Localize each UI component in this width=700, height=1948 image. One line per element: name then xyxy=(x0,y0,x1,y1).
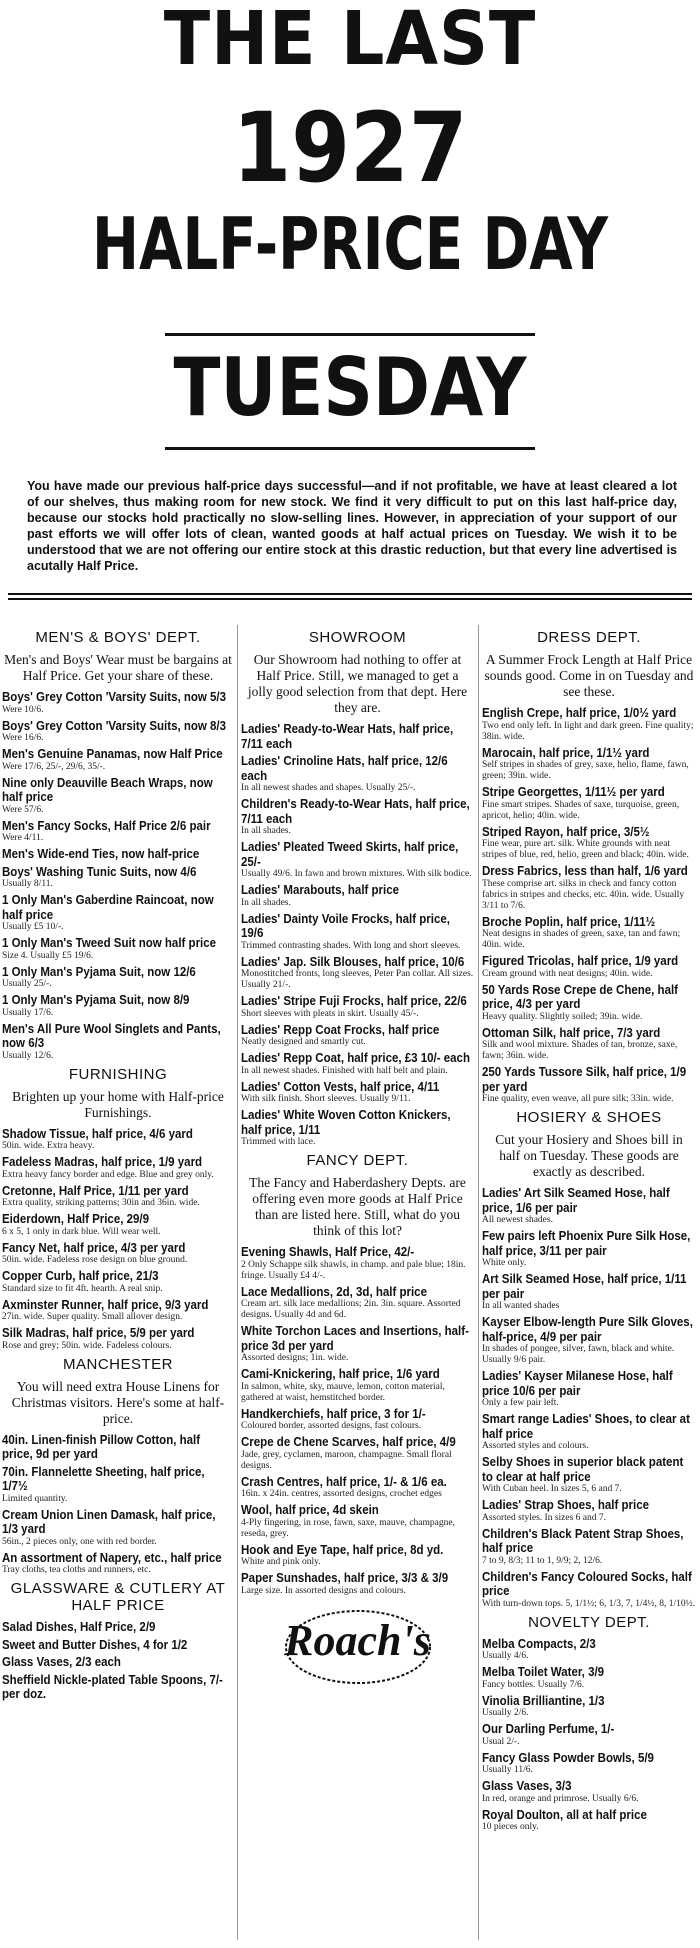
item-detail: Jade, grey, cyclamen, maroon, champagne. Small floral designs. xyxy=(241,1449,452,1471)
list-item xyxy=(482,983,696,1023)
list-item xyxy=(2,747,234,773)
item-title: Ladies' Stripe Fuji Frocks, half price, 22/6 xyxy=(241,994,467,1008)
divider xyxy=(165,333,535,336)
list-item xyxy=(241,797,474,837)
item-title: 1 Only Man's Pyjama Suit, now 12/6 xyxy=(2,964,196,979)
list-item xyxy=(241,1285,474,1322)
list-item xyxy=(241,1108,474,1148)
item-title: 1 Only Man's Tweed Suit now half price xyxy=(2,936,217,950)
list-item xyxy=(482,1751,696,1777)
item-title: Ladies' Marabouts, half price xyxy=(241,883,400,897)
item-detail: These comprise art. silks in check and fancy cotton fabrics in stripes and checks, etc. 40in. wide. Usually 3/11 to 7/6. xyxy=(482,878,685,911)
item-title: Glass Vases, 2/3 each xyxy=(2,1655,121,1669)
list-item xyxy=(241,883,474,909)
section-intro: Our Showroom had nothing to offer at Half Price. Still, we managed to get a jolly good selection from that dept. Here they are. xyxy=(247,652,468,715)
item-detail: Fancy bottles. Usually 7/6. xyxy=(482,1679,585,1690)
list-item xyxy=(2,1269,234,1295)
item-title: Men's All Pure Wool Singlets and Pants, now 6/3 xyxy=(2,1021,221,1050)
item-title: Marocain, half price, 1/1½ yard xyxy=(482,745,650,760)
item-detail: Assorted styles. In sizes 6 and 7. xyxy=(482,1512,607,1523)
list-item xyxy=(482,1779,696,1805)
item-detail: Self stripes in shades of grey, saxe, helio, flame, fawn, green; 39in. wide. xyxy=(482,760,689,781)
list-item xyxy=(2,1508,234,1548)
list-item xyxy=(241,1367,474,1404)
list-item xyxy=(2,1326,234,1352)
list-item xyxy=(2,893,234,933)
item-title: Glass Vases, 3/3 xyxy=(482,1779,572,1793)
item-detail: 2 Only Schappe silk shawls, in champ. and pale blue; 18in. fringe. Usually £4 4/-. xyxy=(241,1259,466,1281)
item-detail: In all shades. xyxy=(241,826,291,836)
list-item xyxy=(2,690,234,716)
item-title: Smart range Ladies' Shoes, to clear at half price xyxy=(482,1412,690,1441)
item-title: Boys' Grey Cotton 'Varsity Suits, now 5/3 xyxy=(2,690,227,704)
item-detail: Limited quantity. xyxy=(2,1493,68,1504)
item-title: Evening Shawls, Half Price, 42/- xyxy=(241,1245,415,1259)
item-title: Ladies' Ready-to-Wear Hats, half price, 7/11 each xyxy=(241,722,454,751)
list-item xyxy=(482,1412,696,1452)
item-detail: Trimmed contrasting shades. With long and short sleeves. xyxy=(241,940,461,951)
divider xyxy=(165,447,535,450)
item-detail: 50in. wide. Fadeless rose design on blue ground. xyxy=(2,1255,188,1265)
item-detail: 6 x 5, 1 only in dark blue. Will wear well. xyxy=(2,1226,161,1237)
list-item xyxy=(2,865,234,891)
section-intro: Men's and Boys' Wear must be bargains at Half Price. Get your share of these. xyxy=(4,652,232,683)
item-title: Ladies' Repp Coat, half price, £3 10/- each xyxy=(241,1051,470,1065)
item-detail: Rose and grey; 50in. wide. Fadeless colours. xyxy=(2,1340,172,1351)
item-detail: Trimmed with lace. xyxy=(241,1137,316,1147)
item-detail: Neat designs in shades of green, saxe, tan and fawn; 40in. wide. xyxy=(482,929,681,950)
item-detail: In red, orange and primrose. Usually 6/6. xyxy=(482,1793,639,1804)
item-title: Kayser Elbow-length Pure Silk Gloves, half-price, 4/9 per pair xyxy=(482,1315,693,1344)
item-detail: White and pink only. xyxy=(241,1557,321,1567)
item-detail: Usually 2/6. xyxy=(482,1708,529,1718)
list-item xyxy=(2,1298,234,1324)
list-item xyxy=(482,706,696,743)
list-item xyxy=(2,847,234,862)
item-detail: Fine wear, pure art. silk. White grounds with neat stripes of blue, red, helio, green and black; 40in. wide. xyxy=(482,839,689,860)
item-title: Ladies' Crinoline Hats, half price, 12/6 each xyxy=(241,754,448,783)
section-intro: You will need extra House Linens for Christmas visitors. Here's some at half-price. xyxy=(11,1378,225,1426)
item-title: Vinolia Brilliantine, 1/3 xyxy=(482,1693,605,1708)
list-item xyxy=(2,1241,234,1267)
item-title: Salad Dishes, Half Price, 2/9 xyxy=(2,1620,156,1634)
item-title: 1 Only Man's Gaberdine Raincoat, now half price xyxy=(2,893,214,922)
item-detail: Coloured border, assorted designs, fast colours. xyxy=(241,1421,422,1431)
list-item xyxy=(482,1665,696,1691)
item-detail: Were 10/6. xyxy=(2,704,44,715)
list-item xyxy=(2,1551,234,1577)
column-left xyxy=(2,625,234,1705)
list-item xyxy=(241,955,474,992)
item-title: Eiderdown, Half Price, 29/9 xyxy=(2,1212,149,1226)
item-detail: Were 17/6, 25/-, 29/6, 35/-. xyxy=(2,761,106,772)
item-detail: Assorted styles and colours. xyxy=(482,1441,589,1451)
item-title: White Torchon Laces and Insertions, half-price 3d per yard xyxy=(241,1324,469,1353)
item-title: English Crepe, half price, 1/0½ yard xyxy=(482,706,677,720)
section-title: DRESS DEPT. xyxy=(537,629,641,646)
list-item xyxy=(2,936,234,962)
item-title: Fadeless Madras, half price, 1/9 yard xyxy=(2,1155,203,1169)
list-item xyxy=(241,754,474,794)
item-detail: Usually 49/6. In fawn and brown mixtures. With silk bodice. xyxy=(241,869,472,879)
section-intro: Cut your Hosiery and Shoes bill in half on Tuesday. These goods are exactly as described. xyxy=(495,1132,683,1179)
list-item xyxy=(2,1638,234,1653)
column-right xyxy=(482,625,696,1836)
item-title: Cami-Knickering, half price, 1/6 yard xyxy=(241,1367,440,1381)
item-title: Lace Medallions, 2d, 3d, half price xyxy=(241,1284,427,1299)
item-detail: 50in. wide. Extra heavy. xyxy=(2,1141,95,1151)
list-item xyxy=(241,840,474,880)
item-title: Paper Sunshades, half price, 3/3 & 3/9 xyxy=(241,1571,449,1585)
item-title: Stripe Georgettes, 1/11½ per yard xyxy=(482,785,665,799)
item-title: Fancy Glass Powder Bowls, 5/9 xyxy=(482,1750,654,1765)
list-item xyxy=(482,1315,696,1366)
item-detail: Usually 12/6. xyxy=(2,1050,54,1061)
list-item xyxy=(2,1022,234,1062)
list-item xyxy=(482,1637,696,1663)
list-item xyxy=(241,1245,474,1282)
list-item xyxy=(241,1051,474,1077)
list-item xyxy=(482,954,696,980)
item-detail: Short sleeves with pleats in skirt. Usually 45/-. xyxy=(241,1008,419,1019)
item-detail: All newest shades. xyxy=(482,1215,553,1225)
item-detail: Usually £5 10/-. xyxy=(2,922,64,932)
section-title: MANCHESTER xyxy=(62,1355,173,1373)
list-item xyxy=(482,1808,696,1834)
item-detail: In all newest shades. Finished with half belt and plain. xyxy=(241,1065,448,1076)
list-item xyxy=(241,1407,474,1433)
list-item xyxy=(2,1673,234,1702)
item-title: Children's Ready-to-Wear Hats, half price, 7/11 each xyxy=(241,797,470,826)
item-title: Boys' Grey Cotton 'Varsity Suits, now 8/3 xyxy=(2,718,227,733)
item-title: Silk Madras, half price, 5/9 per yard xyxy=(2,1326,195,1340)
item-detail: Neatly designed and smartly cut. xyxy=(241,1037,366,1047)
list-item xyxy=(482,1369,696,1409)
item-detail: Two end only left. In light and dark green. Fine quality; 38in. wide. xyxy=(482,720,694,742)
list-item xyxy=(482,825,696,862)
item-detail: In salmon, white, sky, mauve, lemon, cotton material, gathered at waist, hemstitched border. xyxy=(241,1381,445,1403)
item-detail: Cream ground with neat designs; 40in. wide. xyxy=(482,968,653,979)
item-detail: Usually 4/6. xyxy=(482,1651,529,1661)
item-detail: Usual 2/-. xyxy=(482,1736,520,1747)
list-item xyxy=(2,719,234,745)
item-detail: Size 4. Usually £5 19/6. xyxy=(2,950,94,961)
list-item xyxy=(482,1694,696,1720)
item-detail: White only. xyxy=(482,1258,527,1268)
section-title: GLASSWARE & CUTLERY AT HALF PRICE xyxy=(10,1580,226,1614)
list-item xyxy=(2,1655,234,1670)
item-title: Our Darling Perfume, 1/- xyxy=(482,1722,615,1736)
item-detail: 7 to 9, 8/3; 11 to 1, 9/9; 2, 12/6. xyxy=(482,1555,603,1566)
item-title: Axminster Runner, half price, 9/3 yard xyxy=(2,1297,209,1312)
item-detail: Usually 25/-. xyxy=(2,979,52,989)
list-item xyxy=(482,915,696,952)
item-title: Selby Shoes in superior black patent to clear at half price xyxy=(482,1455,684,1484)
item-title: Figured Tricolas, half price, 1/9 yard xyxy=(482,954,679,968)
item-title: Children's Fancy Coloured Socks, half price xyxy=(482,1569,692,1598)
item-title: An assortment of Napery, etc., half price xyxy=(2,1550,222,1565)
item-detail: 56in., 2 pieces only, one with red border. xyxy=(2,1536,157,1547)
column-divider xyxy=(237,625,238,1940)
item-title: Few pairs left Phoenix Pure Silk Hose, half price, 3/11 per pair xyxy=(482,1229,691,1258)
headline-year: 1927 xyxy=(232,92,468,204)
item-title: Sheffield Nickle-plated Table Spoons, 7/- per doz. xyxy=(2,1672,223,1701)
item-title: Ladies' White Woven Cotton Knickers, half price, 1/11 xyxy=(241,1108,451,1137)
section-title: NOVELTY DEPT. xyxy=(528,1613,650,1631)
list-item xyxy=(2,993,234,1019)
item-title: Ottoman Silk, half price, 7/3 yard xyxy=(482,1025,661,1040)
divider xyxy=(8,598,692,600)
item-title: Striped Rayon, half price, 3/5½ xyxy=(482,824,650,839)
item-detail: Were 16/6. xyxy=(2,733,44,743)
list-item xyxy=(2,1433,234,1462)
item-title: Ladies' Kayser Milanese Hose, half price 10/6 per pair xyxy=(482,1369,673,1398)
list-item xyxy=(482,1186,696,1226)
list-item xyxy=(482,1570,696,1610)
item-title: Copper Curb, half price, 21/3 xyxy=(2,1269,159,1283)
item-title: Hook and Eye Tape, half price, 8d yd. xyxy=(241,1542,444,1557)
item-detail: Large size. In assorted designs and colours. xyxy=(241,1585,406,1596)
section-title: HOSIERY & SHOES xyxy=(516,1109,662,1126)
list-item xyxy=(241,994,474,1020)
list-item xyxy=(482,1722,696,1748)
item-title: Crash Centres, half price, 1/- & 1/6 ea. xyxy=(241,1474,447,1489)
item-title: Royal Doulton, all at half price xyxy=(482,1807,647,1822)
column-divider xyxy=(478,625,479,1940)
item-detail: 27in. wide. Super quality. Small allover design. xyxy=(2,1312,183,1322)
item-detail: In all shades. xyxy=(241,897,291,908)
section-title: SHOWROOM xyxy=(308,629,407,646)
list-item xyxy=(482,746,696,783)
list-item xyxy=(482,1229,696,1269)
section-intro: The Fancy and Haberdashery Depts. are offering even more goods at Half Price than are listed here. Still, what do you think of this lot? xyxy=(249,1175,466,1238)
item-detail: Were 57/6. xyxy=(2,804,44,815)
item-title: Ladies' Repp Coat Frocks, half price xyxy=(241,1022,440,1037)
section-title: MEN'S & BOYS' DEPT. xyxy=(35,629,201,646)
item-detail: Assorted designs; 1in. wide. xyxy=(241,1353,349,1363)
item-title: Melba Toilet Water, 3/9 xyxy=(482,1665,605,1679)
item-title: Sweet and Butter Dishes, 4 for 1/2 xyxy=(2,1637,188,1652)
item-detail: Heavy quality. Slightly soiled; 39in. wide. xyxy=(482,1011,643,1022)
item-title: Cretonne, Half Price, 1/11 per yard xyxy=(2,1183,189,1198)
item-title: Fancy Net, half price, 4/3 per yard xyxy=(2,1240,186,1255)
list-item xyxy=(482,864,696,912)
section-title: FURNISHING xyxy=(68,1065,168,1083)
item-detail: Tray cloths, tea cloths and runners, etc. xyxy=(2,1565,151,1575)
item-title: Ladies' Dainty Voile Frocks, half price, 19/6 xyxy=(241,911,450,940)
item-detail: Extra heavy fancy border and edge. Blue and grey only. xyxy=(2,1169,214,1180)
item-detail: 16in. x 24in. centres, assorted designs, crochet edges xyxy=(241,1489,442,1499)
list-item xyxy=(241,912,474,952)
item-title: 40in. Linen-finish Pillow Cotton, half price, 9d per yard xyxy=(2,1432,201,1461)
section-title: FANCY DEPT. xyxy=(306,1152,409,1169)
list-item xyxy=(2,1184,234,1210)
list-item xyxy=(2,1620,234,1635)
item-title: 1 Only Man's Pyjama Suit, now 8/9 xyxy=(2,993,190,1007)
item-title: Children's Black Patent Strap Shoes, half price xyxy=(482,1526,684,1555)
item-detail: Silk and wool mixture. Shades of tan, bronze, saxe, fawn; 36in. wide. xyxy=(482,1040,678,1061)
item-detail: Monostitched fronts, long sleeves, Peter Pan collar. All sizes. Usually 21/-. xyxy=(241,969,474,990)
section-intro: A Summer Frock Length at Half Price sounds good. Come in on Tuesday and see these. xyxy=(484,652,694,699)
item-detail: Usually 8/11. xyxy=(2,879,53,889)
item-detail: Were 4/11. xyxy=(2,833,44,843)
list-item xyxy=(482,1527,696,1567)
column-middle xyxy=(241,625,474,1666)
section-intro: Brighten up your home with Half-price Furnishings. xyxy=(12,1088,224,1120)
item-title: Handkerchiefs, half price, 3 for 1/- xyxy=(241,1406,426,1421)
item-title: Men's Fancy Socks, Half Price 2/6 pair xyxy=(2,818,211,833)
item-detail: With turn-down tops. 5, 1/1½; 6, 1/3, 7, 1/4½, 8, 1/10½. xyxy=(482,1598,696,1609)
item-detail: Fine quality, even weave, all pure silk; 33in. wide. xyxy=(482,1094,674,1104)
list-item xyxy=(2,965,234,991)
headline-half-price-day: HALF-PRICE DAY xyxy=(91,202,608,286)
list-item xyxy=(482,1026,696,1063)
item-detail: Extra quality, striking patterns; 30in and 36in. wide. xyxy=(2,1198,200,1208)
item-title: Cream Union Linen Damask, half price, 1/3 yard xyxy=(2,1507,216,1536)
list-item xyxy=(241,1503,474,1540)
list-item xyxy=(241,1023,474,1049)
item-title: Melba Compacts, 2/3 xyxy=(482,1636,596,1651)
list-item xyxy=(482,1455,696,1495)
item-title: Shadow Tissue, half price, 4/6 yard xyxy=(2,1126,193,1141)
list-item xyxy=(482,785,696,822)
item-title: Wool, half price, 4d skein xyxy=(241,1503,379,1517)
list-item xyxy=(241,1080,474,1106)
item-title: Men's Genuine Panamas, now Half Price xyxy=(2,747,223,761)
item-title: 70in. Flannelette Sheeting, half price, 1/7½ xyxy=(2,1464,205,1493)
list-item xyxy=(2,776,234,816)
item-title: 250 Yards Tussore Silk, half price, 1/9 per yard xyxy=(482,1065,687,1094)
item-title: Crepe de Chene Scarves, half price, 4/9 xyxy=(241,1435,456,1449)
headline-the-last: THE LAST xyxy=(163,0,537,82)
list-item xyxy=(241,722,474,751)
intro-paragraph: You have made our previous half-price days successful—and if not profitable, we have at least cleared a lot of our shelves, thus making room for new stock. We find it very difficult to put on this last half-price day, because our stocks hold practically no slow-selling lines. However, in appreciation of your support of our past efforts we will offer lots of clean, wanted goods at half actual prices on Tuesday. We wish it to be understood that we are not offering our entire stock at this drastic reduction, but that every line advertised is acutally Half Price. xyxy=(27,479,677,573)
list-item xyxy=(2,1127,234,1153)
list-item xyxy=(2,1155,234,1181)
item-title: Ladies' Pleated Tweed Skirts, half price, 25/- xyxy=(241,840,459,869)
item-detail: With Cuban heel. In sizes 5, 6 and 7. xyxy=(482,1484,622,1494)
list-item xyxy=(2,819,234,845)
item-detail: Usually 11/6. xyxy=(482,1765,533,1775)
item-title: Dress Fabrics, less than half, 1/6 yard xyxy=(482,864,688,878)
item-detail: In all wanted shades xyxy=(482,1301,560,1311)
list-item xyxy=(2,1465,234,1505)
list-item xyxy=(2,1212,234,1238)
item-title: Ladies' Strap Shoes, half price xyxy=(482,1498,649,1512)
headline-tuesday: TUESDAY xyxy=(173,341,527,434)
logo-wordmark: Roach's xyxy=(284,1615,431,1665)
item-title: Men's Wide-end Ties, now half-price xyxy=(2,847,200,861)
item-detail: 10 pieces only. xyxy=(482,1822,539,1832)
list-item xyxy=(241,1475,474,1501)
list-item xyxy=(241,1543,474,1569)
item-title: Boys' Washing Tunic Suits, now 4/6 xyxy=(2,864,197,879)
divider xyxy=(8,593,692,595)
item-title: Nine only Deauville Beach Wraps, now half price xyxy=(2,775,213,804)
list-item xyxy=(241,1571,474,1597)
item-detail: Fine smart stripes. Shades of saxe, turquoise, green, apricot, helio; 40in. wide. xyxy=(482,799,680,821)
list-item xyxy=(241,1324,474,1364)
list-item xyxy=(241,1435,474,1472)
item-detail: Cream art. silk lace medallions; 2in. 3in. square. Assorted designs. Usually 4d and 6d. xyxy=(241,1299,461,1320)
item-detail: Standard size to fit 4ft. hearth. A real snip. xyxy=(2,1283,163,1294)
item-detail: 4-Ply fingering, in rose, fawn, saxe, mauve, champagne, reseda, grey. xyxy=(241,1517,455,1539)
item-detail: In shades of pongee, silver, fawn, black and white. Usually 9/6 pair. xyxy=(482,1344,675,1365)
item-title: Art Silk Seamed Hose, half price, 1/11 per pair xyxy=(482,1272,687,1301)
item-title: Ladies' Art Silk Seamed Hose, half price, 1/6 per pair xyxy=(482,1186,670,1215)
item-detail: With silk finish. Short sleeves. Usually 9/11. xyxy=(241,1094,411,1104)
item-title: 50 Yards Rose Crepe de Chene, half price, 4/3 per yard xyxy=(482,982,679,1011)
item-title: Ladies' Jap. Silk Blouses, half price, 10/6 xyxy=(241,954,465,969)
list-item xyxy=(482,1498,696,1524)
list-item xyxy=(482,1272,696,1312)
list-item xyxy=(482,1065,696,1105)
item-title: Ladies' Cotton Vests, half price, 4/11 xyxy=(241,1079,440,1094)
item-detail: In all newest shades and shapes. Usually 25/-. xyxy=(241,783,416,793)
item-detail: Usually 17/6. xyxy=(2,1007,54,1018)
item-title: Broche Poplin, half price, 1/11½ xyxy=(482,914,656,929)
item-detail: Only a few pair left. xyxy=(482,1398,559,1408)
